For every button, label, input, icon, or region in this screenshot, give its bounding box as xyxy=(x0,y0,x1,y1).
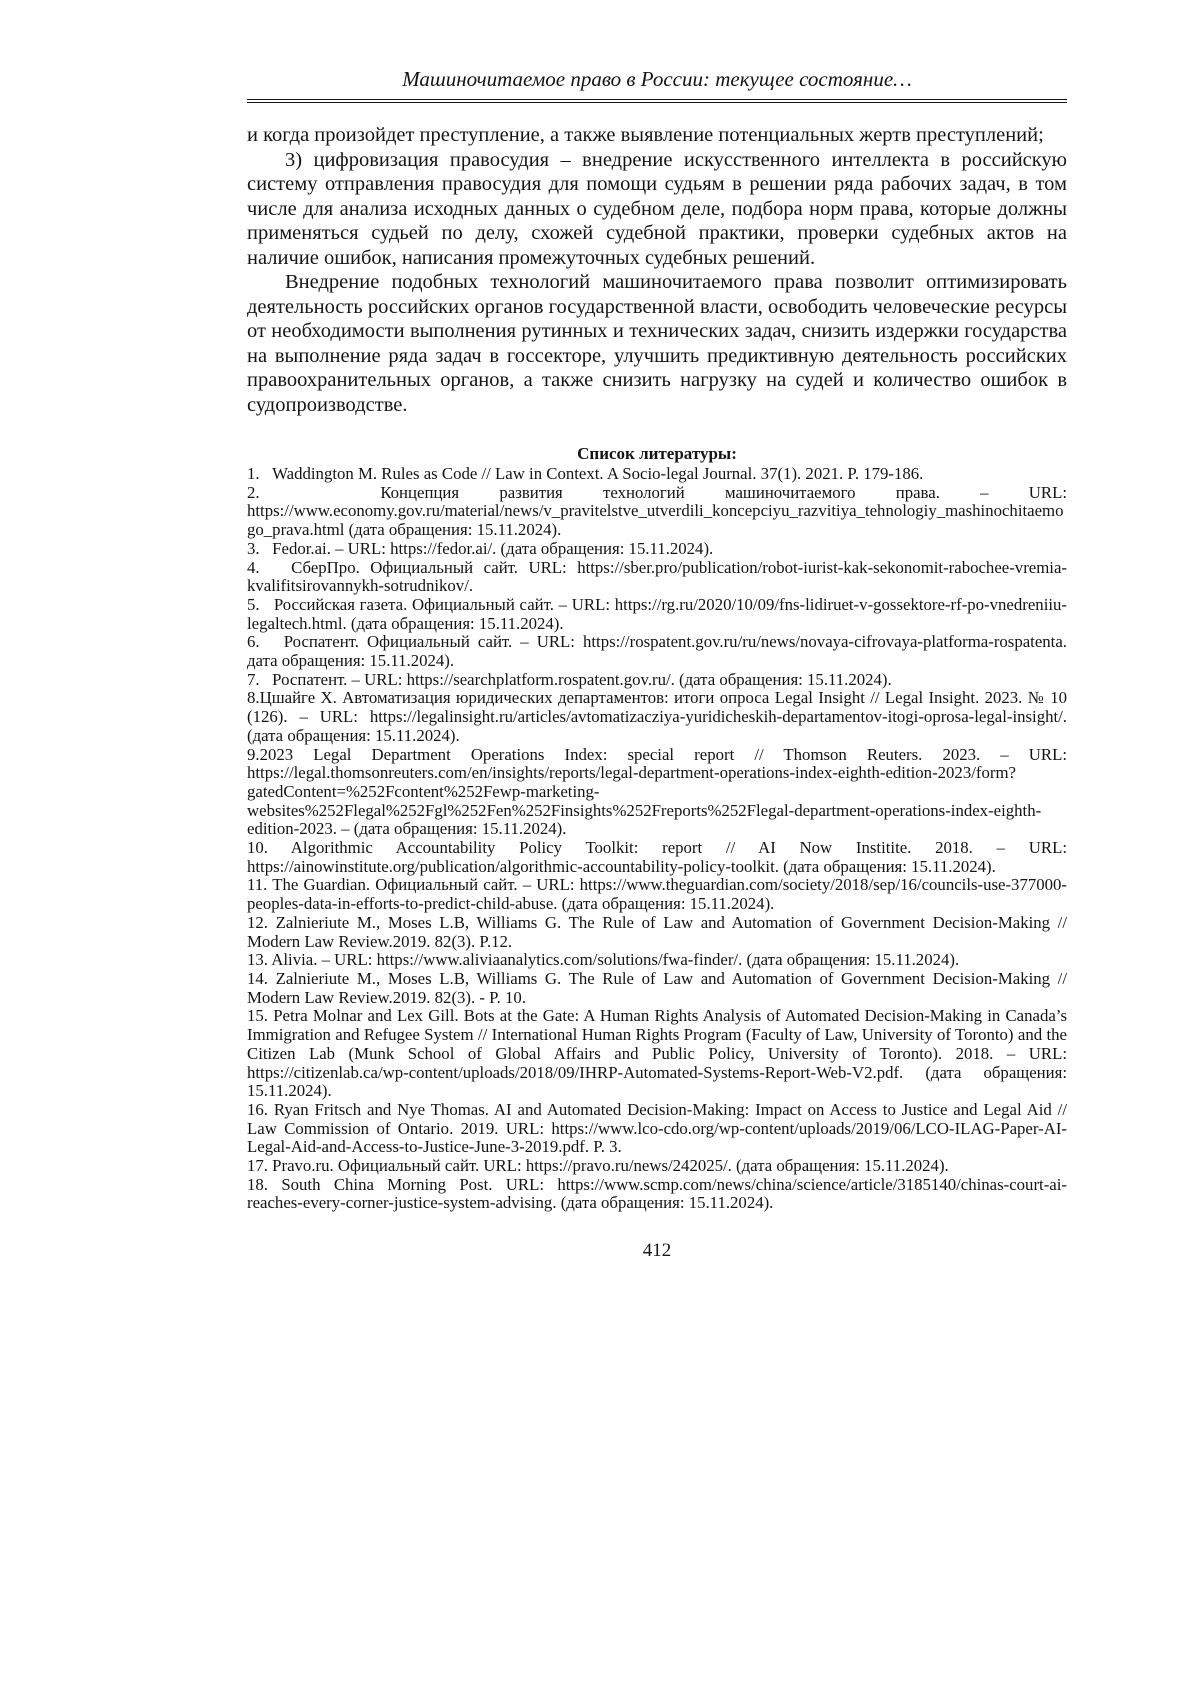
reference-item: 7. Роспатент. – URL: https://searchplatform.rospatent.gov.ru/. (дата обращения: 15.11.2024). xyxy=(247,669,892,689)
reference-item: 2. Концепция развития технологий машиночитаемого права. – URL: https://www.economy.gov.ru/material/news/v_pravitelstve_utverdili_koncepciyu_razvitiya_tehnologiy_mashinochitaemogo_prava.html (дата обращения: 15.11.2024). xyxy=(247,482,1067,540)
text-column xyxy=(247,0,1067,1262)
body-paragraph: Внедрение подобных технологий машиночитаемого права позволит оптимизировать деятельность российских органов государственной власти, освободить человеческие ресурсы от необходимости выполнения рутинных и технических задач, снизить издержки государства на выполнение ряда задач в госсекторе, улучшить предиктивную деятельность российских правоохранительных органов, а также снизить нагрузку на судей и количество ошибок в судопроизводстве. xyxy=(247,271,1067,416)
reference-item: 12. Zalnieriute M., Moses L.B, Williams G. The Rule of Law and Automation of Government Decision-Making // Modern Law Review.2019. 82(3). P.12. xyxy=(247,912,1067,951)
reference-item: 5. Российская газета. Официальный сайт. – URL: https://rg.ru/2020/10/09/fns-lidiruet-v-gossektore-rf-po-vnedreniiu-legaltech.html. (дата обращения: 15.11.2024). xyxy=(247,594,1067,633)
reference-item: 17. Pravo.ru. Официальный сайт. URL: https://pravo.ru/news/242025/. (дата обращения: 15.11.2024). xyxy=(247,1156,949,1176)
reference-item: 4. СберПро. Официальный сайт. URL: https://sber.pro/publication/robot-iurist-kak-sekonomit-rabochee-vremia-kvalifitsirovannykh-sotrudnikov/. xyxy=(247,557,1067,596)
references-list xyxy=(247,465,1067,1213)
reference-item: 10. Algorithmic Accountability Policy Toolkit: report // AI Now Institite. 2018. – URL: https://ainowinstitute.org/publication/algorithmic-accountability-policy-toolkit. (дата обращения: 15.11.2024). xyxy=(247,838,1067,876)
reference-item: 18. South China Morning Post. URL: https://www.scmp.com/news/china/science/article/3185140/chinas-court-ai-reaches-every-corner-justice-system-advising. (дата обращения: 15.11.2024). xyxy=(247,1174,1067,1213)
references-heading: Список литературы: xyxy=(577,444,737,463)
reference-item: 13. Alivia. – URL: https://www.aliviaanalytics.com/solutions/fwa-finder/. (дата обращения: 15.11.2024). xyxy=(247,950,960,970)
reference-item: 1. Waddington M. Rules as Code // Law in Context. A Socio-legal Journal. 37(1). 2021. P. 179-186. xyxy=(247,464,924,483)
page-number: 412 xyxy=(642,1240,672,1262)
reference-item: 15. Petra Molnar and Lex Gill. Bots at the Gate: A Human Rights Analysis of Automated Decision-Making in Canada’s Immigration and Refugee System // International Human Rights Program (Faculty of Law, University of Toronto) and the Citizen Lab (Munk School of Global Affairs and Public Policy, University of Toronto). 2018. – URL: https://citizenlab.ca/wp-content/uploads/2018/09/IHRP-Automated-Systems-Report-Web-V2.pdf. (дата обращения: 15.11.2024). xyxy=(247,1006,1067,1101)
reference-item: 9.2023 Legal Department Operations Index: special report // Thomson Reuters. 2023. – URL: https://legal.thomsonreuters.com/en/insights/reports/legal-department-operations-index-eighth-edition-2023/form?gatedContent=%252Fcontent%252Fewp-marketing-websites%252Flegal%252Fgl%252Fen%252Finsights%252Freports%252Flegal-department-operations-index-eighth-edition-2023. – (дата обращения: 15.11.2024). xyxy=(247,744,1067,839)
reference-item: 14. Zalnieriute M., Moses L.B, Williams G. The Rule of Law and Automation of Government Decision-Making // Modern Law Review.2019. 82(3). - P. 10. xyxy=(247,968,1067,1007)
reference-item: 6. Роспатент. Официальный сайт. – URL: https://rospatent.gov.ru/ru/news/novaya-cifrovaya-platforma-rospatenta. дата обращения: 15.11.2024). xyxy=(247,632,1067,671)
body-paragraph: 3) цифровизация правосудия – внедрение искусственного интеллекта в российскую систему отправления правосудия для помощи судьям в решении ряда рабочих задач, в том числе для анализа исходных данных о судебном деле, подбора норм права, которые должны применяться судьей по делу, схожей судебной практики, проверки судебных актов на наличие ошибок, написания промежуточных судебных решений. xyxy=(247,148,1067,269)
header-rule xyxy=(247,99,1067,103)
reference-item: 3. Fedor.ai. – URL: https://fedor.ai/. (дата обращения: 15.11.2024). xyxy=(247,538,714,558)
body-paragraph: и когда произойдет преступление, а также выявление потенциальных жертв преступлений; xyxy=(247,124,1044,146)
reference-item: 8.Цшайге Х. Автоматизация юридических департаментов: итоги опроса Legal Insight // Legal Insight. 2023. № 10 (126). – URL: https://legalinsight.ru/articles/avtomatizacziya-yuridicheskih-departamentov-itogi-oprosa-legal-insight/. (дата обращения: 15.11.2024). xyxy=(247,688,1067,745)
body-text xyxy=(247,123,1067,417)
reference-item: 16. Ryan Fritsch and Nye Thomas. AI and Automated Decision-Making: Impact on Access to Justice and Legal Aid // Law Commission of Ontario. 2019. URL: https://www.lco-cdo.org/wp-content/uploads/2019/06/LCO-ILAG-Paper-AI-Legal-Aid-and-Access-to-Justice-June-3-2019.pdf. P. 3. xyxy=(247,1099,1067,1157)
reference-item: 11. The Guardian. Официальный сайт. – URL: https://www.theguardian.com/society/2018/sep/16/councils-use-377000-peoples-data-in-efforts-to-predict-child-abuse. (дата обращения: 15.11.2024). xyxy=(247,875,1067,914)
running-title: Машиночитаемое право в России: текущее состояние… xyxy=(402,67,912,91)
